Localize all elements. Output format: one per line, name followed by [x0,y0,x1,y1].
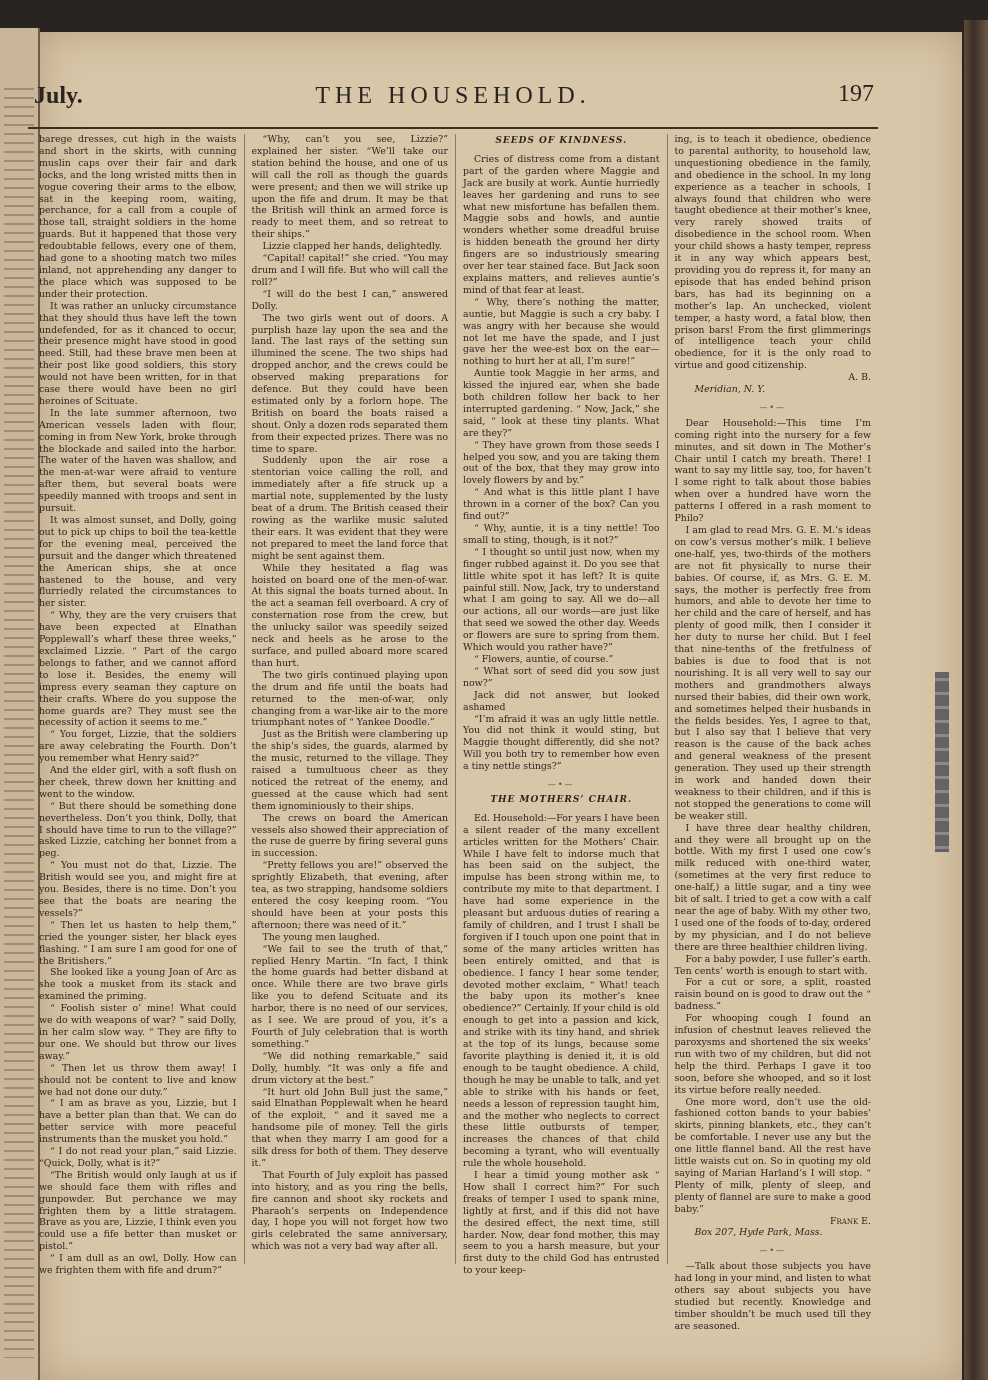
paragraph: Ed. Household:—For years I have been a silent reader of the many excellent articles written for the Mothers’ Chair. While I have felt to indorse much that has been said on the subject, the impulse has been strong within me, to contribute my mite to that department. I have had some experience in the pleasant but arduous duties of rearing a family of children, and I trust I shall be forgiven if I touch upon one point that in some of the many articles written has been entirely omitted, and that is obedience. I fancy I hear some tender, devoted mother exclaim, “ What! teach the baby upon its mother’s knee obedience?” Certainly. If your child is old enough to get into a passion and kick, and strike with its tiny hand, and shriek at the top of its lungs, because some favorite plaything is denied it, it is old enough to be taught obedience. A child, though he may be unable to talk, and yet able to strike with his hands or feet, needs a lesson of repression taught him, and the mother who neglects to correct these little outbursts of temper, increases the chances of that child becoming a tyrant, who will eventually rule the whole household. [463,812,660,1170]
paragraph: “ Why, auntie, it is a tiny nettle! Too small to sting, though, is it not?” [463,523,660,546]
paragraph: One more word, don’t use the old-fashioned cotton bands to your babies’ skirts, pinning blankets, etc., they can’t be comfortable. I never use any but the one little flannel band. All the rest have little waists cut on. So in quoting my old saying of Marian Harland’s I will stop. “ Plenty of milk, plenty of sleep, and plenty of flannel are sure to make a good baby.” [674,1096,871,1215]
paragraph: “ Flowers, auntie, of course.” [474,653,614,665]
paragraph: It was almost sunset, and Dolly, going out to pick up chips to boil the tea-kettle for the evening meal, perceived the pursuit and the danger which threatened the American ships, she at once hastened to the house, and very flurriedly related the circumstances to her sister. [39,515,237,610]
paragraph: “ You must not do that, Lizzie. The British would see you, and might fire at you. Besides, there is no time. Don’t you see that the boats are nearing the vessels?” [39,860,237,919]
paragraph: “ I am as brave as you, Lizzie, but I have a better plan than that. We can do better service with more peaceful instruments than the musket you hold.” [39,1098,237,1146]
paragraph: “ They have grown from those seeds I helped you sow, and you are taking them out of the box, that they may grow into lovely flowers by and by.” [463,439,660,487]
paragraph: “I’m afraid it was an ugly little nettle. You did not think it would sting, but Maggie thought differently, did she not? Will you both try to remember how even a tiny nettle stings?” [463,713,660,773]
paragraph: Just as the British were clambering up the ship’s sides, the guards, alarmed by the music, returned to the village. They raised a tumultuous cheer as they noticed the retreat of the enemy, and guessed at the cause which had sent them ignominiously to their ships. [251,729,448,812]
paragraph: “Capital! capital!” she cried. “You may drum and I will fife. But who will call the roll?” [251,253,448,288]
paragraph: It was rather an unlucky circumstance that they should thus have left the town undefended, for as it chanced to occur, their presence might have stood in good need. Still, had these brave men been at their post like good soldiers, this story would not have been written, for in that case there would have been no girl heroines of Scituate. [39,300,237,407]
paragraph: That Fourth of July exploit has passed into history, and as you ring the bells, fire cannon and shoot sky rockets and Pharaoh’s serpents on Independence day, I hope you will not forget how two girls celebrated the same anniversary, which was not a very bad way after all. [251,1169,448,1253]
page-header [28,75,878,129]
paragraph: “ What sort of seed did you sow just now?” [463,665,660,689]
section-title-seeds-of-kindness: SEEDS OF KINDNESS. [495,136,628,146]
paragraph: The young men laughed. [262,931,380,943]
page-number: 197 [838,81,874,107]
paragraph: In the late summer afternoon, two American vessels laden with flour, coming in from New York, broke through the blockade and sailed into the harbor. The water of the haven was shallow, and the men-at-war were afraid to venture after them, but several boats were speedily manned with troops and sent in pursuit. [39,407,237,515]
library-stamp [935,672,949,852]
paragraph: “ And what is this little plant I have thrown in a corner of the box? Can you find out?” [463,487,660,523]
paragraph: She looked like a young Joan of Arc as she took a musket from its stack and examined the priming. [39,967,237,1003]
paragraph: For whooping cough I found an infusion of chestnut leaves relieved the paroxysms and shortened the six weeks’ run with two of my children, but did not help the third. Perhaps I gave it too soon, before she whooped, and so it lost its virtue before really needed. [674,1013,871,1096]
paragraph: “ Then let us throw them away! I should not be content to live and know we had not done our duty.” [39,1062,237,1098]
paragraph: —Talk about those subjects you have had long in your mind, and listen to what others say about subjects you have studied but recently. Knowledge and timber shouldn’t be much used till they are seasoned. [674,1261,871,1332]
paragraph: The two girls continued playing upon the drum and fife until the boats had returned to the men-of-war, only changing from a war-like air to the more triumphant notes of “ Yankee Doodle.” [251,669,448,729]
paragraph: Cries of distress come from a distant part of the garden where Maggie and Jack are busily at work. Auntie hurriedly leaves her gardening and runs to see what new misfortune has befallen them. Maggie sobs and howls, and auntie wonders whether some dreadful bruise is hidden beneath the ground her dirty fingers are so industriously smearing over her tear stained face. But Jack soon explains matters, and relieves auntie’s mind of that fear at least. [463,153,660,296]
paragraph: barege dresses, cut high in the waists and short in the skirts, with cunning muslin caps over their fair and dark locks, and the long wristed mitts then in vogue covering their arms to the elbow, sat in the keeping room, waiting, perchance, for a call from a couple of those tall, straight soldiers in the home guards. But it happened that those very redoubtable fellows, every one of them, had gone to a shooting match two miles inland, not apprehending any danger to the place which was supposed to be under their protection. [39,134,237,300]
column-4 [667,134,879,1332]
paragraph: “ Why, they are the very cruisers that have been expected at Elnathan Popplewall’s wharf these three weeks,” exclaimed Lizzie. “ Part of the cargo belongs to father, and we cannot afford to lose it. Besides, the enemy will impress every seaman they capture on their crafts. Where do you suppose the home guards are? They must see the necessity of action it seems to me.” [39,610,237,729]
paragraph: “Pretty fellows you are!” observed the sprightly Elizabeth, that evening, after tea, as two strapping, handsome soldiers entered the cosy keeping room. “You should have been at your posts this afternoon; there was need of it.” [251,860,448,931]
column-1 [32,134,244,1277]
paragraph: I hear a timid young mother ask “ How shall I correct him?” For such freaks of temper I used to spank mine, lightly at first, and if this did not have the desired effect, the next time, still harder. Now, dear fond mother, this may seem to you a harsh measure, but your first duty to the child God has entrusted to your keep- [463,1170,660,1277]
paragraph: “It hurt old John Bull just the same,” said Elnathan Popplewalt when he heard of the exploit, “ and it saved me a handsome pile of money. Tell the girls that when they marry I am good for a silk dress for both of them. They deserve it.” [251,1086,448,1169]
column-3 [455,134,667,1277]
section-divider: —•— [759,402,787,412]
paragraph: And the elder girl, with a soft flush on her cheek, threw down her knitting and went to the window. [39,765,237,800]
paragraph: While they hesitated a flag was hoisted on board one of the men-of-war. At this signal the boats turned about. In the act a seaman fell overboard. A cry of consternation rose from the crew, but the unlucky sailor was speedily seized neck and heels as he arose to the surface, and pulled aboard more scared than hurt. [251,562,448,669]
paragraph: I am glad to read Mrs. G. E. M.’s ideas on cow’s versus mother’s milk. I believe one-half, yes, two-thirds of the mothers are not fit physically to nurse their babies. Of course, if, as Mrs. G. E. M. says, the mother is perfectly free from humors, and able to devote her time to her child and the care of herself, and has plenty of good milk, then I consider it her duty to nurse her child. But I feel that nine-tenths of the fretfulness of babies is due to food that is not nourishing. It is all very well to say our mothers and grandmothers always nursed their babies, did their own work, and sometimes helped their husbands in the fields besides. Yes, I agree to that, but I also say that I believe that very reason is the cause of the back aches and general weakness of the present generation. They used up their strength in work and handed down their weakness to their children, and if this is not stopped the generations to come will be weaker still. [674,525,871,822]
paragraph: Jack did not answer, but looked ashamed [463,689,660,713]
paragraph: “ I am dull as an owl, Dolly. How can we frighten them with fife and drum?” [39,1253,237,1277]
paragraph: “ Foolish sister o’ mine! What could we do with weapons of war? ” said Dolly, in her calm slow way. “ They are fifty to our one. We should but throw our lives away.” [39,1003,237,1062]
section-divider: —•— [547,780,575,790]
paragraph: “ Why, there’s nothing the matter, auntie, but Maggie is such a cry baby. I was angry with her because she would not let me have the spade, and I just gave her the wee-est box on the ear—nothing to hurt her at all, I’m sure!” [463,296,660,368]
paragraph: “ I do not read your plan,” said Lizzie. “Quick, Dolly, what is it?” [39,1146,237,1169]
paragraph: Auntie took Maggie in her arms, and kissed the injured ear, when she bade both children follow her back to her interrupted gardening. “ Now, Jack,” she said, “ look at these tiny plants. What are they?” [463,368,660,439]
paragraph: “The British would only laugh at us if we should face them with rifles and gunpowder. But perchance we may frighten them by a little stratagem. Brave as you are, Lizzie, I think even you could use a fife better than musket or pistol.” [39,1169,237,1253]
article-columns [32,134,878,1332]
paragraph: For a cut or sore, a split, roasted raisin bound on is good to draw out the “ badness.” [674,977,871,1013]
paragraph: Suddenly upon the air rose a stentorian voice calling the roll, and immediately after a fife struck up a martial note, supplemented by the lusty beat of a drum. The British ceased their rowing as the warlike music saluted their ears. It was evident that they were not prepared to meet the land force that might be sent against them. [251,455,448,562]
section-title-mothers-chair: THE MOTHERS’ CHAIR. [490,794,633,805]
paragraph: For a baby powder, I use fuller’s earth. Ten cents’ worth is enough to start with. [674,953,871,977]
paragraph: The crews on board the American vessels also showed their appreciation of the ruse de guerre by firing several guns in succession. [251,812,448,860]
paragraph: “ You forget, Lizzie, that the soldiers are away celebrating the Fourth. Don’t you remember what Henry said?” [39,729,237,765]
paragraph: “We did nothing remarkable,” said Dolly, humbly. “It was only a fife and drum victory at the best.” [251,1050,448,1086]
paragraph: Dear Household:—This time I’m coming right into the nursery for a few minutes, and sit down in The Mother’s Chair until I catch my breath. There! I want to say my little say, too, for haven’t I some right to talk about those babies when over a hundred have worn the patterns I offered in a rash moment to Philo? [674,417,871,525]
section-divider: —•— [759,1246,787,1256]
paragraph: I have three dear healthy children, and they were all brought up on the bottle. With my first I used one cow’s milk reduced with one-third water, (sometimes at the very first reduce to one-half,) a little sugar, and a tiny wee bit of salt. I tried to get a cow with a calf near the age of baby. With my other two, I used one of the foods of to-day, ordered by my physician, and I do not believe there are three healthier children living. [674,822,871,953]
column-2 [244,134,456,1264]
paragraph: ing, is to teach it obedience, obedience to parental authority, to household law, unquestioning obedience in the family, and obedience in the school. In my long experience as a teacher in schools, I always found that children who were taught obedience at their mother’s knee, very rarely showed traits of disobedience in the school room. When your child shows a hasty temper, repress it in any way which appears best, providing you do repress it, for many an episode that has ended behind prison bars, has had its beginning on a mother’s lap. An unchecked, violent temper, a hasty word, a fatal blow, then prison bars! From the first glimmerings of intelligence teach your child obedience, for it is the only road to virtue and good citizenship. [674,134,871,372]
facing-page-bleed-lines [4,88,34,1358]
paragraph: “ I thought so until just now, when my finger rubbed against it. Do you see that little white spot it has left? It is quite painful still. Now, Jack, try to understand what I am going to say. All we do—all our actions, all our words—are just like that seed we sowed the other day. Weeds or flowers are sure to spring from them. Which would you rather have?” [463,546,660,654]
paragraph: The two girls went out of doors. A purplish haze lay upon the sea and the land. The last rays of the setting sun illumined the scene. The two ships had dropped anchor, and the crews could be observed making preparations for defence. But they could have been estimated only by a forlorn hope. The British on board the boats raised a shout. Only a dozen rods separated them from their expected prizes. There was no time to spare. [251,312,448,455]
paragraph: “Why, can’t you see, Lizzie?” explained her sister. “We’ll take our station behind the house, and one of us will call the roll as though the guards were present; and then we will strike up upon the fife and drum. It may be that the British will think an armed force is ready to meet them, and so retreat to their ships.” [251,134,448,241]
paragraph: “We fail to see the truth of that,” replied Henry Martin. “In fact, I think the home guards had better disband at once. While there are two brave girls like you to defend Scituate and its harbor, there is no need of our services, as I see. We are proud of you, it’s a Fourth of July celebration that is worth something.” [251,943,448,1050]
header-title: THE HOUSEHOLD. [315,83,591,109]
signature: Frank E. [830,1215,871,1227]
dateline: Box 207, Hyde Park, Mass. [694,1227,823,1239]
paragraph: “ Then let us hasten to help them,” cried the younger sister, her black eyes flashing. “ I am sure I am good for one of the Britishers.” [39,919,237,967]
paragraph: “I will do the best I can,” answered Dolly. [251,288,448,312]
paragraph: Lizzie clapped her hands, delightedly. [262,241,442,253]
book-binding [964,20,988,1380]
header-month: July. [34,83,83,109]
paragraph: “ But there should be something done nevertheless. Don’t you think, Dolly, that I should have time to run to the village?” asked Lizzie, catching her bonnet from a peg. [39,800,237,860]
dateline: Meridian, N. Y. [694,384,766,396]
signature: A. B. [848,372,871,384]
